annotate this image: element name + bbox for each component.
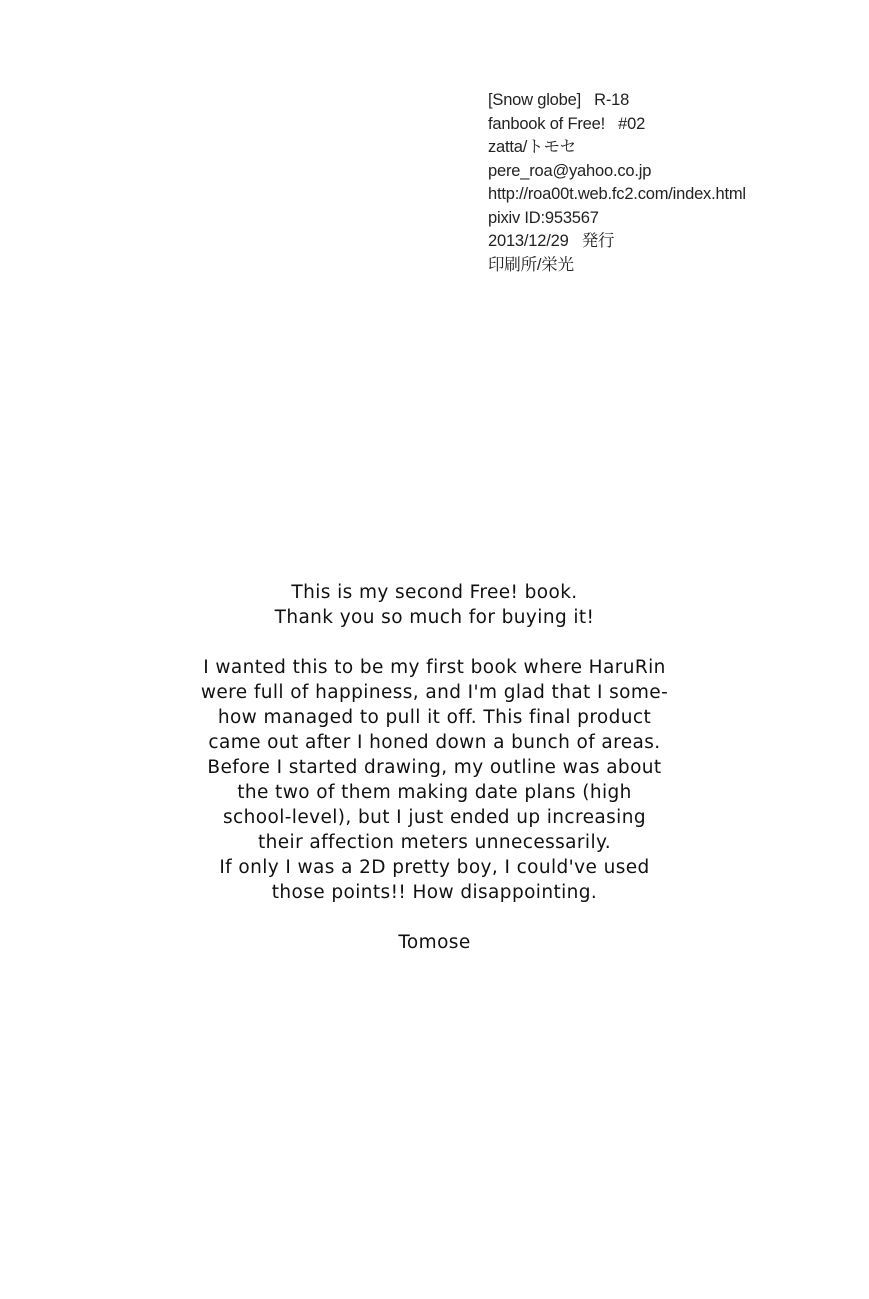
colophon-title-line: [Snow globe] R-18 <box>488 91 630 109</box>
afterword-body-line: I wanted this to be my first book where HaruRin <box>203 657 666 678</box>
colophon-url-line: http://roa00t.web.fc2.com/index.html <box>488 185 746 203</box>
afterword-intro-line: This is my second Free! book. <box>291 582 578 603</box>
colophon-author-line: zatta/トモセ <box>488 138 577 156</box>
colophon-printer-line: 印刷所/栄光 <box>488 255 574 274</box>
afterword-intro-line: Thank you so much for buying it! <box>274 607 595 628</box>
colophon-pixiv-line: pixiv ID:953567 <box>488 208 599 227</box>
afterword-body-line: how managed to pull it off. This final product <box>217 707 652 728</box>
afterword-body-line: If only I was a 2D pretty boy, I could've used <box>219 857 650 878</box>
colophon-series-line: fanbook of Free! #02 <box>488 114 646 133</box>
afterword-body-line: were full of happiness, and I'm glad that I some- <box>200 682 669 703</box>
afterword-body-line: their affection meters unnecessarily. <box>258 832 611 853</box>
afterword-body-line: came out after I honed down a bunch of areas. <box>208 732 661 753</box>
afterword-body-line: those points!! How disappointing. <box>271 882 598 903</box>
afterword-signature: Tomose <box>398 932 471 953</box>
afterword-block <box>0 580 869 955</box>
afterword-body-line: Before I started drawing, my outline was about <box>207 757 662 778</box>
colophon-block <box>488 89 858 277</box>
afterword-intro-paragraph <box>0 580 869 630</box>
afterword-body-line: the two of them making date plans (high <box>237 782 632 803</box>
afterword-body-paragraph <box>0 655 869 905</box>
afterword-body-line: school-level), but I just ended up increasing <box>223 807 646 828</box>
colophon-email-line: pere_roa@yahoo.co.jp <box>488 161 652 180</box>
colophon-date-line: 2013/12/29 発行 <box>488 232 615 250</box>
